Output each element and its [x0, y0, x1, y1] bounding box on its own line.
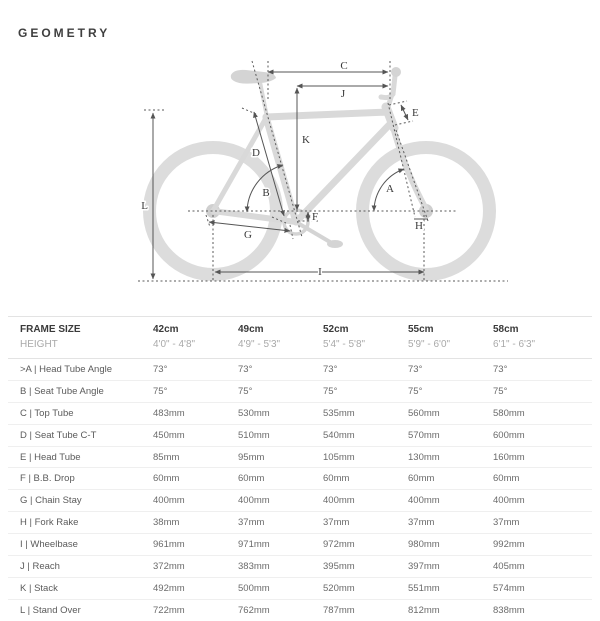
row-value: 722mm [153, 604, 185, 616]
row-value: 530mm [238, 407, 270, 419]
row-value: 450mm [153, 429, 185, 441]
height-header: HEIGHT [20, 339, 58, 350]
height-value: 5'9" - 6'0" [408, 339, 451, 350]
row-value: 95mm [238, 451, 265, 463]
table-row [8, 534, 592, 556]
label-k: K [302, 134, 310, 146]
row-label: C | Top Tube [20, 407, 74, 419]
row-value: 73° [238, 363, 253, 375]
row-value: 551mm [408, 582, 440, 594]
page-title: GEOMETRY [18, 26, 111, 40]
row-value: 75° [408, 385, 423, 397]
row-value: 37mm [408, 517, 435, 529]
row-value: 992mm [493, 539, 525, 551]
fork [393, 127, 426, 209]
row-value: 483mm [153, 407, 185, 419]
row-value: 971mm [238, 539, 270, 551]
row-value: 838mm [493, 604, 525, 616]
row-value: 540mm [323, 429, 355, 441]
row-value: 75° [238, 385, 253, 397]
row-value: 787mm [323, 604, 355, 616]
frame-size-row [8, 322, 592, 337]
size-column-header: 55cm [408, 324, 434, 335]
table-row [8, 447, 592, 469]
label-e: E [412, 107, 419, 119]
row-value: 38mm [153, 517, 180, 529]
height-value: 5'4" - 5'8" [323, 339, 366, 350]
table-row [8, 381, 592, 403]
frame-size-header: FRAME SIZE [20, 324, 81, 335]
height-row [8, 337, 592, 352]
row-value: 600mm [493, 429, 525, 441]
row-label: H | Fork Rake [20, 517, 79, 529]
row-value: 75° [323, 385, 338, 397]
handlebar-riser [393, 76, 395, 94]
geometry-table [8, 316, 592, 621]
row-value: 75° [493, 385, 508, 397]
row-value: 405mm [493, 560, 525, 572]
bike-geometry-diagram [0, 55, 600, 305]
row-value: 400mm [493, 495, 525, 507]
row-value: 130mm [408, 451, 440, 463]
table-row [8, 578, 592, 600]
table-row [8, 512, 592, 534]
row-value: 980mm [408, 539, 440, 551]
row-value: 73° [408, 363, 423, 375]
table-row [8, 490, 592, 512]
handlebar-knob [391, 67, 401, 77]
row-value: 160mm [493, 451, 525, 463]
label-g: G [244, 229, 252, 241]
reference-lines [138, 61, 508, 281]
row-value: 60mm [238, 473, 265, 485]
row-value: 574mm [493, 582, 525, 594]
row-value: 73° [323, 363, 338, 375]
height-value: 4'0" - 4'8" [153, 339, 196, 350]
label-i: I [318, 266, 322, 278]
row-value: 383mm [238, 560, 270, 572]
row-label: L | Stand Over [20, 604, 81, 616]
handlebar-horn [381, 94, 393, 98]
row-value: 60mm [153, 473, 180, 485]
row-value: 105mm [323, 451, 355, 463]
label-c: C [340, 60, 348, 72]
table-row [8, 600, 592, 621]
row-value: 492mm [153, 582, 185, 594]
row-label: F | B.B. Drop [20, 473, 75, 485]
row-label: J | Reach [20, 560, 60, 572]
row-value: 75° [153, 385, 168, 397]
head-tube-bottom-tick [395, 121, 413, 125]
row-value: 85mm [153, 451, 180, 463]
size-column-header: 42cm [153, 324, 179, 335]
row-label: D | Seat Tube C-T [20, 429, 97, 441]
table-row [8, 556, 592, 578]
row-value: 37mm [323, 517, 350, 529]
row-label: G | Chain Stay [20, 495, 82, 507]
label-a: A [386, 183, 394, 195]
table-row [8, 359, 592, 381]
bike-diagram-svg [0, 55, 600, 305]
row-value: 60mm [323, 473, 350, 485]
row-value: 372mm [153, 560, 185, 572]
row-label: I | Wheelbase [20, 539, 78, 551]
size-column-header: 49cm [238, 324, 264, 335]
row-value: 520mm [323, 582, 355, 594]
row-value: 395mm [323, 560, 355, 572]
row-value: 400mm [238, 495, 270, 507]
row-value: 400mm [408, 495, 440, 507]
table-body [8, 359, 592, 621]
row-value: 812mm [408, 604, 440, 616]
table-row [8, 468, 592, 490]
row-value: 37mm [238, 517, 265, 529]
row-value: 580mm [493, 407, 525, 419]
label-f: F [312, 211, 319, 223]
label-d: D [252, 147, 260, 159]
height-value: 6'1" - 6'3" [493, 339, 536, 350]
row-value: 535mm [323, 407, 355, 419]
size-column-header: 58cm [493, 324, 519, 335]
row-value: 972mm [323, 539, 355, 551]
table-row [8, 425, 592, 447]
pedal [327, 240, 343, 248]
row-value: 961mm [153, 539, 185, 551]
table-header [8, 317, 592, 359]
row-value: 400mm [153, 495, 185, 507]
row-label: K | Stack [20, 582, 58, 594]
row-value: 560mm [408, 407, 440, 419]
row-label: B | Seat Tube Angle [20, 385, 104, 397]
table-row [8, 403, 592, 425]
row-value: 73° [493, 363, 508, 375]
seatpost [259, 77, 267, 117]
label-b: B [262, 187, 270, 199]
top-tube [266, 112, 389, 117]
row-label: E | Head Tube [20, 451, 81, 463]
dim-e-head-tube [401, 105, 408, 120]
row-value: 400mm [323, 495, 355, 507]
size-column-header: 52cm [323, 324, 349, 335]
row-value: 60mm [408, 473, 435, 485]
label-h: H [415, 220, 423, 232]
row-label: >A | Head Tube Angle [20, 363, 112, 375]
bike-silhouette [150, 67, 490, 275]
label-j: J [340, 88, 346, 100]
label-l: L [141, 200, 148, 212]
height-value: 4'9" - 5'3" [238, 339, 281, 350]
row-value: 510mm [238, 429, 270, 441]
row-value: 500mm [238, 582, 270, 594]
row-value: 397mm [408, 560, 440, 572]
row-value: 73° [153, 363, 168, 375]
row-value: 570mm [408, 429, 440, 441]
row-value: 37mm [493, 517, 520, 529]
row-value: 762mm [238, 604, 270, 616]
row-value: 60mm [493, 473, 520, 485]
